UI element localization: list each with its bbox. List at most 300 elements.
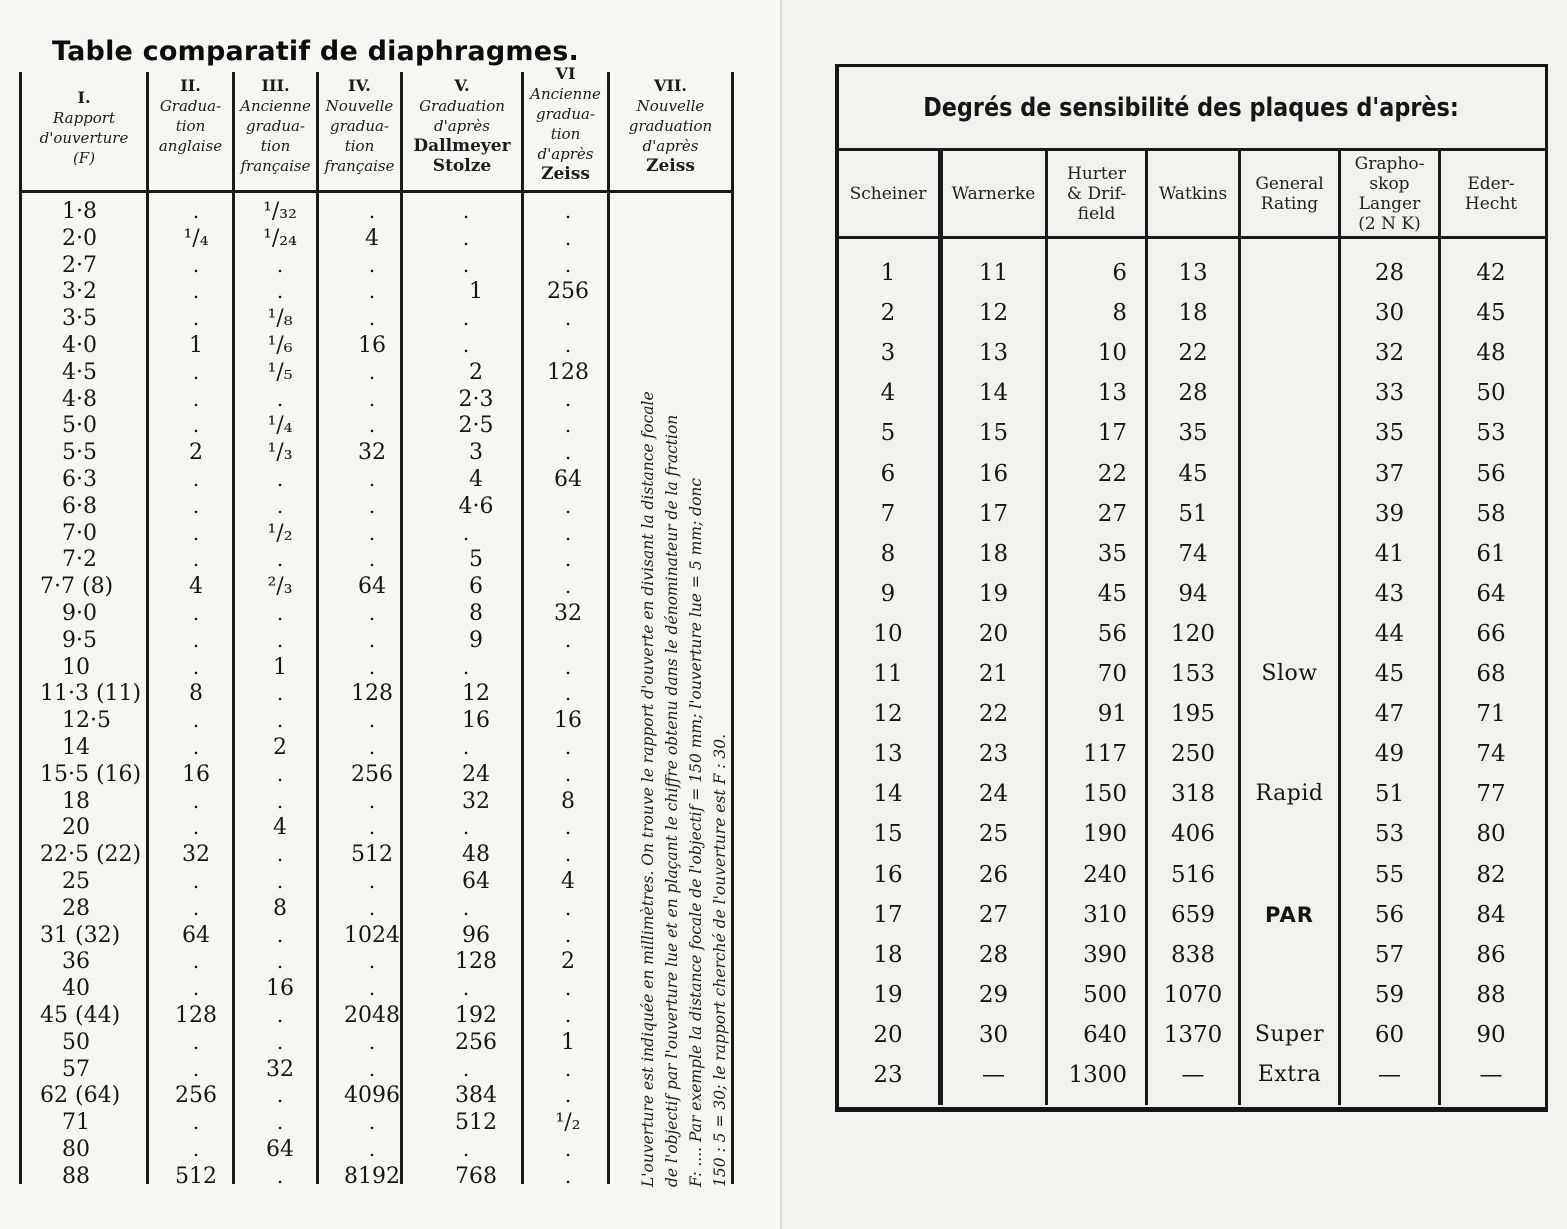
graduation-value: . [192, 654, 200, 679]
sensitivity-value: 53 [1374, 821, 1405, 848]
aperture-value: 18 [62, 788, 90, 814]
explanatory-note [636, 202, 756, 1187]
aperture-value: 80 [62, 1137, 90, 1162]
header-line: General [1255, 174, 1324, 194]
note-line: F: .... Par exemple la distance focale de l'objectif = 150 mm; l'ouverture lue = 5 mm; donc [687, 477, 705, 1187]
graduation-value: . [276, 1110, 284, 1135]
graduation-value: . [276, 922, 284, 947]
graduation-value: 64 [182, 922, 210, 948]
sensitivity-value: 74 [1476, 741, 1506, 768]
graduation-value: 6 [469, 574, 483, 600]
graduation-value: . [462, 333, 470, 357]
sensitivity-value: 4 [880, 380, 896, 407]
graduation-value: . [276, 708, 284, 733]
sensitivity-value: 37 [1374, 460, 1405, 487]
graduation-value: ¹/₆ [267, 333, 293, 358]
aperture-value: 2·7 [62, 252, 97, 278]
graduation-value: . [564, 1083, 572, 1108]
graduation-value: . [564, 681, 572, 706]
graduation-value: ¹/₃ [267, 440, 293, 466]
graduation-value: . [462, 520, 470, 545]
graduation-value: 5 [469, 547, 483, 573]
graduation-value: 1 [273, 654, 287, 680]
aperture-value: 1·8 [62, 199, 97, 224]
graduation-value: 32 [358, 440, 386, 466]
sensitivity-value: 90 [1476, 1021, 1506, 1048]
graduation-value: . [564, 520, 572, 545]
graduation-value: . [368, 1056, 376, 1081]
sensitivity-value: 11 [873, 661, 903, 687]
graduation-value: . [368, 279, 376, 304]
graduation-value: 256 [351, 761, 393, 787]
graduation-value: . [368, 815, 376, 840]
header-number: II. [180, 76, 201, 95]
sensitivity-value: 250 [1171, 741, 1215, 768]
graduation-value: . [564, 735, 572, 759]
graduation-value: . [564, 333, 572, 357]
header-line: d'après [642, 137, 699, 155]
graduation-value: . [564, 386, 572, 411]
sensitivity-value: 18 [873, 941, 903, 968]
graduation-value: 8 [469, 601, 483, 626]
sensitivity-value: 640 [1083, 1021, 1127, 1048]
sensitivity-value: 406 [1171, 821, 1215, 848]
sensitivity-value: 27 [1097, 500, 1127, 527]
aperture-value: 9·0 [62, 601, 97, 626]
graduation-value: . [192, 815, 200, 840]
graduation-value: 384 [455, 1083, 497, 1109]
sensitivity-value: 47 [1374, 701, 1405, 728]
aperture-value: 6·3 [62, 467, 97, 492]
graduation-value: 96 [462, 922, 490, 948]
graduation-value: 8192 [344, 1163, 400, 1189]
graduation-value: . [276, 842, 284, 867]
graduation-value: . [564, 922, 572, 947]
graduation-value: 8 [189, 681, 203, 707]
column-header [1241, 152, 1338, 236]
graduation-value: . [564, 199, 572, 223]
sensitivity-value: 30 [1374, 300, 1405, 327]
column-rule [19, 72, 22, 1184]
graduation-value: 256 [175, 1083, 217, 1109]
sensitivity-value: 28 [1178, 380, 1208, 407]
graduation-value: . [564, 761, 572, 786]
sensitivity-value: 16 [873, 861, 903, 888]
graduation-value: 64 [462, 869, 490, 894]
graduation-value: 256 [547, 279, 589, 305]
graduation-value: . [368, 386, 376, 411]
sensitivity-value: 32 [1374, 340, 1405, 367]
column-header [149, 76, 232, 194]
sensitivity-value: 838 [1171, 941, 1215, 968]
sensitivity-value: 22 [978, 701, 1009, 728]
graduation-value: . [368, 627, 376, 652]
graduation-value: . [192, 413, 200, 438]
graduation-value: 1 [189, 333, 203, 358]
graduation-value: . [276, 547, 284, 572]
sensitivity-value: 1300 [1068, 1062, 1127, 1088]
graduation-value: 1024 [344, 922, 400, 948]
graduation-value: . [368, 1110, 376, 1135]
graduation-value: 128 [455, 949, 497, 975]
sensitivity-value: 18 [978, 540, 1009, 567]
sensitivity-value: 58 [1476, 500, 1506, 527]
column-header [22, 88, 146, 206]
left-page [0, 0, 782, 1229]
graduation-value: 9 [469, 627, 483, 653]
graduation-value: . [368, 601, 376, 625]
sensitivity-value: 13 [978, 340, 1009, 367]
aperture-value: 36 [62, 949, 90, 975]
graduation-value: ¹/₂₄ [263, 225, 297, 251]
sensitivity-value: 19 [873, 981, 903, 1008]
graduation-value: . [564, 225, 572, 250]
sensitivity-value: 43 [1374, 580, 1405, 607]
sensitivity-value: 26 [978, 861, 1009, 888]
column-header [1148, 152, 1238, 236]
graduation-value: . [192, 788, 200, 813]
graduation-value: 2 [273, 735, 287, 760]
graduation-value: 32 [182, 842, 210, 868]
graduation-value: . [462, 199, 470, 223]
sensitivity-value: 82 [1476, 861, 1506, 888]
column-header [1441, 152, 1541, 236]
sensitivity-value: 30 [978, 1021, 1009, 1048]
sensitivity-value: 6 [1112, 260, 1127, 286]
graduation-value: . [564, 252, 572, 277]
graduation-value: . [192, 359, 200, 384]
header-name: Zeiss [541, 164, 590, 184]
aperture-value: 22·5 (22) [40, 842, 142, 868]
sensitivity-value: 17 [978, 500, 1009, 527]
header-line: gradua- [246, 117, 305, 135]
sensitivity-value: 42 [1476, 260, 1506, 286]
header-line: Langer [1358, 194, 1421, 214]
graduation-value: . [462, 252, 470, 277]
sensitivity-value: 7 [880, 500, 896, 527]
sensitivity-value: 1 [880, 260, 896, 286]
header-line: skop [1369, 174, 1410, 194]
graduation-value: . [192, 547, 200, 572]
graduation-value: . [192, 467, 200, 491]
aperture-value: 31 (32) [40, 922, 121, 948]
graduation-value: 128 [351, 681, 393, 707]
graduation-value: 2 [561, 949, 575, 975]
sensitivity-value: 14 [978, 380, 1009, 407]
graduation-value: 2·3 [458, 386, 494, 412]
column-header [838, 152, 938, 236]
graduation-value: . [276, 1163, 284, 1188]
graduation-value: . [564, 654, 572, 679]
graduation-value: . [276, 1029, 284, 1054]
header-line: d'ouverture [39, 129, 129, 147]
graduation-value: . [462, 654, 470, 679]
header-line: graduation [628, 117, 713, 135]
sensitivity-value: 120 [1171, 620, 1215, 647]
graduation-value: . [276, 493, 284, 518]
aperture-value: 14 [62, 735, 90, 760]
aperture-value: 10 [62, 654, 90, 680]
sensitivity-value: 22 [1178, 340, 1208, 367]
aperture-value: 25 [62, 869, 90, 894]
header-text [1159, 184, 1227, 204]
sensitivity-value: 12 [978, 300, 1009, 327]
header-line: tion [344, 137, 375, 155]
header-line: & Drif- [1066, 184, 1127, 204]
graduation-value: . [276, 386, 284, 411]
header-line: Graduation [419, 97, 505, 115]
sensitivity-value: 240 [1083, 861, 1127, 888]
sensitivity-value: 15 [873, 821, 903, 848]
graduation-value: . [564, 1003, 572, 1027]
graduation-value: . [276, 1083, 284, 1108]
graduation-value: 512 [175, 1163, 217, 1189]
sensitivity-value: 23 [978, 741, 1009, 768]
graduation-value: . [192, 1137, 200, 1161]
header-number: IV. [348, 76, 371, 95]
graduation-value: . [276, 949, 284, 974]
graduation-value: 2048 [344, 1003, 400, 1028]
aperture-value: 12·5 [62, 708, 111, 734]
sensitivity-value: 516 [1171, 861, 1215, 888]
sensitivity-value: 13 [873, 741, 903, 768]
sensitivity-value: 5 [880, 420, 896, 447]
graduation-value: . [564, 1056, 572, 1081]
sensitivity-value: 51 [1374, 781, 1405, 808]
graduation-value: 32 [554, 601, 582, 626]
graduation-value: . [192, 520, 200, 545]
sensitivity-value: 86 [1476, 941, 1506, 968]
graduation-value: . [368, 467, 376, 491]
graduation-value: . [276, 1003, 284, 1027]
header-text [1067, 164, 1126, 224]
header-line: anglaise [158, 137, 223, 155]
graduation-value: . [564, 627, 572, 652]
sensitivity-value: 91 [1097, 701, 1127, 728]
graduation-value: 16 [462, 708, 490, 734]
aperture-value: 20 [62, 815, 90, 841]
header-line: gradua- [536, 105, 595, 123]
graduation-value: . [276, 279, 284, 304]
header-line: Gradua- [159, 97, 222, 115]
graduation-value: . [368, 895, 376, 920]
sensitivity-value: 74 [1178, 540, 1208, 567]
aperture-value: 45 (44) [40, 1003, 121, 1028]
sensitivity-value: 8 [1112, 300, 1127, 327]
graduation-value: 8 [561, 788, 575, 814]
sensitivity-value: 66 [1476, 620, 1506, 647]
header-text [1465, 174, 1517, 214]
graduation-value: . [192, 1056, 200, 1081]
sensitivity-value: 35 [1097, 540, 1127, 567]
graduation-value: 4 [469, 467, 483, 492]
sensitivity-value: 318 [1171, 781, 1215, 808]
header-line: française [240, 157, 311, 175]
graduation-value: 32 [462, 788, 490, 814]
header-line: Rating [1260, 194, 1319, 214]
sensitivity-value: — [982, 1062, 1005, 1088]
sensitivity-value: 45 [1476, 300, 1506, 327]
sensitivity-value: 23 [873, 1062, 903, 1088]
graduation-value: . [462, 1056, 470, 1081]
header-name: Zeiss [646, 156, 695, 176]
graduation-value: 512 [455, 1110, 497, 1136]
sensitivity-value: 12 [873, 701, 903, 728]
graduation-value: 16 [182, 761, 210, 787]
column-rule [1238, 150, 1241, 1105]
aperture-value: 7·0 [62, 520, 97, 546]
graduation-value: 1 [561, 1029, 575, 1055]
sensitivity-value: 70 [1097, 661, 1127, 687]
header-line: Scheiner [849, 184, 927, 204]
header-line: française [324, 157, 395, 175]
graduation-value: ¹/₄ [267, 413, 293, 439]
sensitivity-value: 1370 [1163, 1021, 1223, 1048]
aperture-value: 57 [62, 1056, 90, 1082]
graduation-value: . [368, 1137, 376, 1161]
header-name: Dallmeyer [413, 136, 511, 156]
header-number: III. [261, 76, 290, 95]
graduation-value: 512 [351, 842, 393, 868]
sensitivity-value: 45 [1097, 580, 1127, 607]
rating-label: PAR [1265, 902, 1314, 927]
graduation-value: 24 [462, 761, 490, 787]
header-line: Ancienne [240, 97, 311, 115]
header-line: d'après [433, 117, 490, 135]
sensitivity-value: 56 [1097, 620, 1127, 647]
graduation-value: 1 [469, 279, 483, 305]
graduation-value: . [564, 815, 572, 840]
sensitivity-value: 35 [1374, 420, 1405, 447]
sensitivity-value: 117 [1083, 741, 1127, 768]
graduation-value: . [368, 413, 376, 438]
header-number: VI [555, 64, 576, 83]
aperture-value: 71 [62, 1110, 90, 1136]
graduation-value: 64 [266, 1137, 294, 1162]
graduation-value: . [368, 252, 376, 277]
sensitivity-value: 390 [1083, 941, 1127, 968]
graduation-value: . [564, 842, 572, 867]
header-line: Nouvelle [325, 97, 394, 115]
column-header [610, 76, 731, 194]
header-line: Watkins [1158, 184, 1228, 204]
rating-label: Slow [1261, 661, 1318, 686]
graduation-value: 12 [462, 681, 490, 707]
sensitivity-value: 56 [1374, 901, 1405, 928]
note-line: de l'objectif par l'ouverture lue et en plaçant le chiffre obtenu dans le dénominateur de la fraction [663, 414, 681, 1187]
graduation-value: . [462, 225, 470, 250]
sensitivity-value: 18 [1178, 300, 1208, 327]
graduation-value: . [564, 493, 572, 518]
header-text [1355, 154, 1425, 234]
graduation-value: . [192, 199, 200, 223]
graduation-value: . [368, 547, 376, 572]
sensitivity-value: 21 [978, 661, 1009, 687]
sensitivity-value: 88 [1476, 981, 1506, 1008]
graduation-value: . [276, 869, 284, 893]
header-line: (F) [72, 149, 96, 167]
graduation-value: ¹/₈ [267, 306, 293, 332]
header-line: gradua- [330, 117, 389, 135]
column-header [942, 152, 1045, 236]
graduation-value: . [192, 1029, 200, 1054]
graduation-value: . [192, 493, 200, 518]
sensitivity-value: 13 [1097, 380, 1127, 407]
sensitivity-value: 190 [1083, 821, 1127, 848]
column-header [1341, 152, 1438, 236]
aperture-value: 4·8 [62, 386, 97, 412]
graduation-value: 16 [266, 976, 294, 1002]
aperture-value: 11·3 (11) [40, 681, 142, 707]
graduation-value: . [462, 1137, 470, 1161]
graduation-value: . [368, 520, 376, 545]
aperture-value: 40 [62, 976, 90, 1002]
graduation-value: . [192, 601, 200, 625]
graduation-value: 128 [175, 1003, 217, 1028]
graduation-value: ¹/₂ [555, 1110, 581, 1136]
graduation-value: . [192, 976, 200, 1001]
header-text [952, 184, 1036, 204]
graduation-value: . [368, 654, 376, 679]
header-number: V. [454, 76, 470, 95]
sensitivity-value: 45 [1178, 460, 1208, 487]
header-line: Ancienne [530, 85, 601, 103]
column-header [235, 76, 316, 194]
graduation-value: 192 [455, 1003, 497, 1028]
sensitivity-value: 48 [1476, 340, 1506, 367]
graduation-value: . [192, 895, 200, 920]
graduation-value: . [276, 681, 284, 706]
sensitivity-value: 45 [1374, 661, 1405, 687]
graduation-value: . [564, 1137, 572, 1161]
sensitivity-value: 60 [1374, 1021, 1405, 1048]
column-header [403, 76, 521, 194]
graduation-value: . [192, 949, 200, 974]
sensitivity-value: 35 [1178, 420, 1208, 447]
sensitivity-value: 153 [1171, 661, 1215, 687]
graduation-value: 4 [273, 815, 287, 841]
sensitivity-value: 10 [1097, 340, 1127, 367]
note-line: L'ouverture est indiquée en millimètres. On trouve le rapport d'ouverte en divisant la distance focale [639, 391, 657, 1187]
graduation-value: ²/₃ [267, 574, 293, 600]
graduation-value: . [368, 976, 376, 1001]
graduation-value: . [564, 1163, 572, 1188]
sensitivity-value: 2 [880, 300, 896, 327]
aperture-value: 2·0 [62, 225, 97, 251]
graduation-value: . [276, 761, 284, 786]
sensitivity-value: 51 [1178, 500, 1208, 527]
aperture-value: 50 [62, 1029, 90, 1055]
sensitivity-value: — [1378, 1062, 1401, 1088]
graduation-value: . [368, 493, 376, 518]
sensitivity-value: 3 [880, 340, 896, 367]
sensitivity-value: 14 [873, 781, 903, 808]
sensitivity-value: 57 [1374, 941, 1405, 968]
sensitivity-value: 28 [1374, 260, 1405, 286]
graduation-value: 128 [547, 359, 589, 385]
sensitivity-value: 659 [1171, 901, 1215, 928]
header-number: VII. [654, 76, 687, 95]
graduation-value: 4·6 [458, 493, 494, 519]
graduation-value: . [368, 708, 376, 733]
sensitivity-value: 39 [1374, 500, 1405, 527]
sensitivity-value: 1070 [1163, 981, 1223, 1008]
sensitivity-value: 28 [978, 941, 1009, 968]
aperture-value: 9·5 [62, 627, 97, 653]
sensitivity-table-title: Degrés de sensibilité des plaques d'après: [923, 93, 1459, 123]
graduation-value: . [462, 735, 470, 759]
graduation-value: . [192, 735, 200, 759]
